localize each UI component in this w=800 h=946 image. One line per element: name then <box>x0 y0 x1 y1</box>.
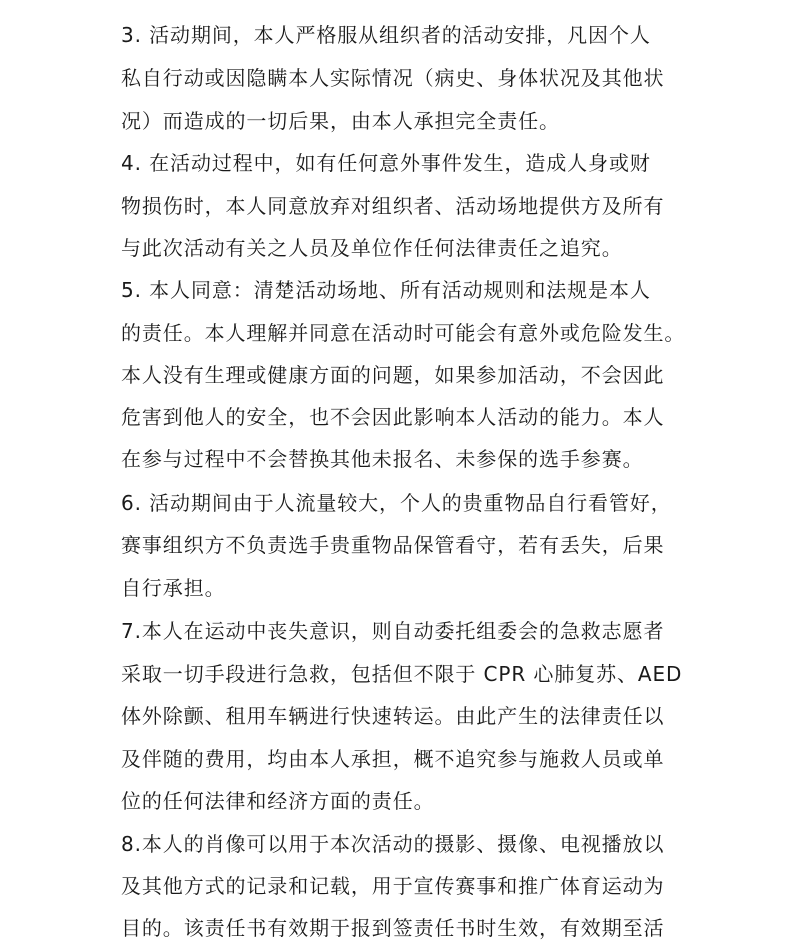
text-line-19: 位的任何法律和经济方面的责任。 <box>121 789 435 813</box>
text-line-21: 及其他方式的记录和记载，用于宣传赛事和推广体育运动为 <box>121 874 665 898</box>
text-line-1: 3. 活动期间，本人严格服从组织者的活动安排，凡因个人 <box>121 23 651 47</box>
text-line-8: 的责任。本人理解并同意在活动时可能会有意外或危险发生。 <box>121 321 686 345</box>
text-line-2: 私自行动或因隐瞒本人实际情况（病史、身体状况及其他状 <box>121 66 665 90</box>
text-line-9: 本人没有生理或健康方面的问题，如果参加活动，不会因此 <box>121 363 665 387</box>
text-line-15: 7.本人在运动中丧失意识，则自动委托组委会的急救志愿者 <box>121 619 665 643</box>
text-line-16: 采取一切手段进行急救，包括但不限于 CPR 心肺复苏、AED <box>121 662 683 686</box>
text-line-3: 况）而造成的一切后果，由本人承担完全责任。 <box>121 109 560 133</box>
text-line-5: 物损伤时，本人同意放弃对组织者、活动场地提供方及所有 <box>121 194 665 218</box>
text-line-12: 6. 活动期间由于人流量较大，个人的贵重物品自行看管好， <box>121 491 672 515</box>
text-line-7: 5. 本人同意：清楚活动场地、所有活动规则和法规是本人 <box>121 278 651 302</box>
text-line-4: 4. 在活动过程中，如有任何意外事件发生，造成人身或财 <box>121 151 651 175</box>
text-line-10: 危害到他人的安全，也不会因此影响本人活动的能力。本人 <box>121 405 665 429</box>
text-line-13: 赛事组织方不负责选手贵重物品保管看守，若有丢失，后果 <box>121 533 665 557</box>
text-line-17: 体外除颤、租用车辆进行快速转运。由此产生的法律责任以 <box>121 704 665 728</box>
text-line-11: 在参与过程中不会替换其他未报名、未参保的选手参赛。 <box>121 447 644 471</box>
text-line-6: 与此次活动有关之人员及单位作任何法律责任之追究。 <box>121 236 623 260</box>
text-line-14: 自行承担。 <box>121 576 226 600</box>
text-line-18: 及伴随的费用，均由本人承担，概不追究参与施救人员或单 <box>121 747 665 771</box>
text-line-22: 目的。该责任书有效期于报到签责任书时生效，有效期至活 <box>121 916 665 940</box>
text-line-20: 8.本人的肖像可以用于本次活动的摄影、摄像、电视播放以 <box>121 832 665 856</box>
